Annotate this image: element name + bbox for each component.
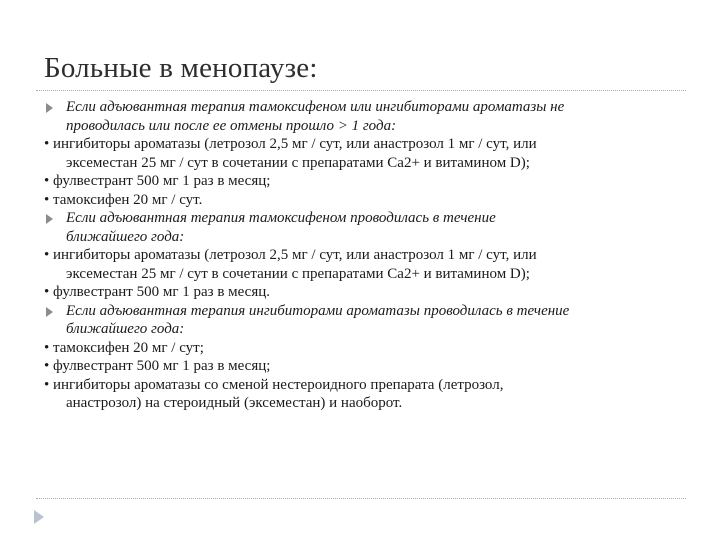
section-heading (44, 209, 684, 228)
section-heading-text: Если адъювантная терапия ингибиторами ароматазы проводилась в течение (66, 302, 570, 319)
section-heading-text: Если адъювантная терапия тамоксифеном или ингибиторами ароматазы не (66, 99, 565, 115)
triangle-bullet-icon (46, 103, 53, 113)
section-heading (44, 302, 684, 321)
list-item: • ингибиторы ароматазы со сменой нестероидного препарата (летрозол, (44, 376, 504, 393)
list-item: • тамоксифен 20 мг / сут. (44, 191, 203, 208)
list-item: • фулвестрант 500 мг 1 раз в месяц; (44, 358, 271, 374)
section-heading-continuation: ближайшего года: (66, 321, 185, 337)
list-item: • ингибиторы ароматазы (летрозол 2,5 мг / сут, или анастрозол 1 мг / сут, или (44, 247, 537, 263)
title-divider (36, 90, 686, 91)
triangle-bullet-icon (46, 214, 53, 224)
list-item-continuation: анастрозол) на стероидный (эксеместан) и наоборот. (66, 395, 403, 411)
list-item: • фулвестрант 500 мг 1 раз в месяц; (44, 173, 271, 189)
list-item-continuation: эксеместан 25 мг / сут в сочетании с препаратами Са2+ и витамином D); (66, 265, 530, 282)
section-heading (44, 98, 684, 117)
slide-title: Больные в менопаузе: (44, 52, 318, 84)
section-heading-continuation: ближайшего года: (66, 228, 185, 245)
slide-body (44, 98, 684, 413)
list-item: • тамоксифен 20 мг / сут; (44, 339, 204, 356)
triangle-bullet-icon (46, 307, 53, 317)
list-item-continuation: эксеместан 25 мг / сут в сочетании с препаратами Са2+ и витамином D); (66, 154, 530, 171)
footer-divider (36, 498, 686, 499)
section-heading-text: Если адъювантная терапия тамоксифеном проводилась в течение (66, 210, 496, 226)
section-heading-continuation: проводилась или после ее отмены прошло > 1 года: (66, 117, 397, 134)
triangle-footer-icon (34, 510, 44, 524)
list-item: • фулвестрант 500 мг 1 раз в месяц. (44, 284, 271, 300)
list-item: • ингибиторы ароматазы (летрозол 2,5 мг / сут, или анастрозол 1 мг / сут, или (44, 136, 537, 152)
